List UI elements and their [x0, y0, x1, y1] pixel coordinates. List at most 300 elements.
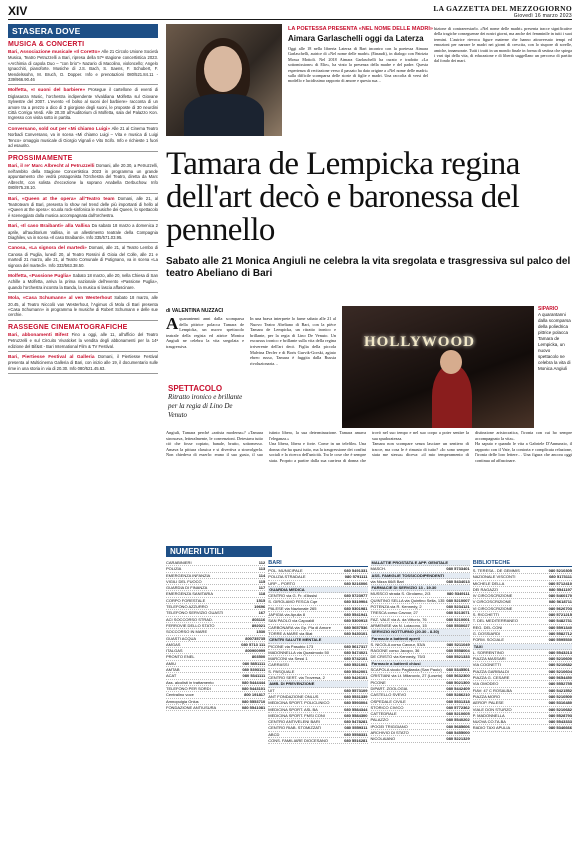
- numeri-label: FIAV: 47 C ROSALBA: [472, 687, 512, 693]
- numeri-label: Ass. alcolisti in trattamento: [166, 679, 214, 685]
- listing-event: [8, 273, 158, 290]
- numeri-label: VIA OMODEO: [472, 681, 499, 687]
- numeri-value: 080 5426101: [344, 675, 368, 681]
- numeri-value: 080 5345501: [446, 667, 470, 673]
- numeri-label: SCAPOLA vicolo Pagliarola (San Paolo): [370, 667, 442, 673]
- article-col-2: In una brava interprete lo farne sabato alle 21 al Nuovo Teatro Abeliano di Bari, con la pièce Tamara de Lempicka, un ritratto ironico e brillante, per la regia di Lino De Venuto. Un excursus ironico e brillante sulla vita della regina irriverente dell'art decò. Figlia della piccola Malvina Decler e di Boris Gurvik-Gorski, agiato ebreo russo, Tamara è fuggita dalla Russia rivoluzionaria…: [250, 316, 336, 366]
- numeri-value: 080 5541941: [344, 612, 368, 618]
- numeri-value: 080 5474021: [344, 649, 368, 655]
- numeri-value: 080 5553710: [241, 698, 266, 704]
- photo-body: [184, 94, 264, 136]
- numeri-label: Farmacie a battenti chiusi: [371, 660, 421, 666]
- numeri-label: STORICO CIVICO: [370, 704, 404, 710]
- numeri-label: EMERGENZA SANITARIA: [166, 591, 214, 597]
- listing-event-title: Bari, abbonamenti Bifest: [8, 332, 72, 338]
- page-header: [8, 4, 572, 20]
- numeri-value: 080 5210600: [548, 656, 572, 662]
- numeri-column: [371, 560, 470, 744]
- divider: [8, 151, 158, 152]
- numeri-row: [268, 738, 367, 744]
- article-headline: Tamara de Lempicka regina dell'art decò e baronessa del pennello: [166, 146, 520, 248]
- numeri-label: VIA COGNETTI: [472, 662, 501, 668]
- numeri-value: 080 5455000: [446, 730, 470, 736]
- numeri-value: 800900999: [245, 648, 266, 654]
- numeri-label: SOCCORSO IN MARE: [166, 629, 208, 635]
- listing-event: [8, 87, 158, 120]
- numeri-label: SERVIZIO NOTTURNO (20.30 - 8.30): [371, 629, 439, 635]
- top-story-text-b: bizione di contraerestarlo. «Nel nome delle madri» presenta tracce significative della tragiche conseguenze dei nostri giorni, ma anche dei femminile in tutti i suoi termini. L'autrice rievoca figure materne che hanno attraversato tempi ed emozioni per narrare le madri nei giorni di crescita, con lo stupore di sorelle, amiche, innamorate. Tutti i tratti in un mondo finale in forma di sestina che spiega i vari tipi della vita, di educazione e di libertà suggellano un percorso di partito dal fondo dei mari.: [434, 26, 572, 64]
- numeri-value: 080 5393111: [242, 667, 266, 673]
- listing-event-text: Sabato 18 marzo, alle 20, nella Chiesa di San Achille a Molfetta, arriva la prima nazionale dell'evento «Passione Puglia», quando l'orchestra incontra la Banda, la musica si lascia affascinare.: [8, 273, 158, 290]
- numeri-label: IPOGEI TRIGGIANO: [370, 723, 408, 729]
- numeri-value: 080 5021300: [446, 679, 470, 685]
- numeri-value: 080 5541197: [548, 586, 572, 592]
- numeri-value: 080 5595530: [548, 637, 572, 643]
- numeri-value: 1530: [256, 629, 266, 635]
- photo-caption: [538, 306, 572, 372]
- numeri-value: 080 5460170: [548, 593, 572, 599]
- numeri-value: 080 5851111: [242, 660, 266, 666]
- numeri-label: PICONE via Pasubio 173: [268, 643, 314, 649]
- numeri-label: CASTELLO SVEVO: [370, 692, 407, 698]
- numeri-label: RADIO TAXI APULIA: [472, 725, 511, 731]
- numeri-label: CARRASSI: [268, 662, 289, 668]
- numeri-value: 803500: [251, 654, 266, 660]
- numeri-label: CONS. FAMILIARE DIOCESANO: [268, 738, 329, 744]
- listing-event-text: Da sabato 18 marzo a domenica 2 aprile, all'auditorium Vallisa, in un allestimento teatrale della Compagnia Diaghilev, va in scena «Il caso Braibanti». Info 335/571.03.95.: [8, 223, 158, 240]
- divider: [8, 292, 158, 293]
- listing-event: [8, 49, 158, 82]
- numeri-column-heading: BIBLIOTECHE: [473, 560, 572, 567]
- numeri-value: 080 5657536: [344, 624, 368, 630]
- numeri-value: 080 5221329: [446, 736, 470, 742]
- numeri-label: PALAZZO: [370, 717, 389, 723]
- numeri-value: 892021: [251, 622, 266, 628]
- listing-section-heading: PROSSIMAMENTE: [8, 154, 73, 162]
- author-photo: [166, 24, 282, 136]
- numeri-label: Amnopulgia Onlus: [166, 698, 199, 704]
- numeri-label: GUARDIA MEDICA: [269, 586, 305, 592]
- numeri-value: 080 5442409: [446, 685, 470, 691]
- numeri-row: [166, 705, 265, 711]
- numeri-label: NUOVA CO.TA.BA: [472, 719, 506, 725]
- numeri-label: MICHELE DELLA: [472, 580, 505, 586]
- numeri-label: ACAT: [166, 673, 177, 679]
- listing-event-title: Bari, Piertiesse Festival al Galleria: [8, 355, 98, 361]
- listing-event-title: Molfetta, «I suoni del barbiere»: [8, 88, 89, 94]
- numeri-label: POL. MUNICIPALE: [268, 568, 303, 573]
- numeri-label: TELEFONO AZZURRO: [166, 604, 208, 610]
- numeri-value: 080 5521001: [344, 662, 368, 668]
- listing-event-text: Domani, il Piertiesse Festival presenta al Multicinema Galleria di Bari, con inizio alle 19, il documentario sulle rime in una storia in via di 20.30. Info 080/521.45.63.: [8, 354, 158, 371]
- listing-event: [8, 295, 158, 318]
- numeri-value: 080 5521333: [446, 654, 470, 660]
- numeri-value: 080 5552755: [548, 681, 572, 687]
- numeri-utili: [166, 546, 572, 744]
- numeri-label: AMB. DI PREVENZIONE: [269, 681, 315, 687]
- photo-face: [204, 46, 242, 92]
- numeri-label: MEDICINA SPORT. POLICLINICO: [268, 700, 330, 706]
- numeri-row: [371, 736, 470, 742]
- numeri-value: 080 5430101: [344, 630, 368, 636]
- numeri-value: 080 5543213: [548, 649, 572, 655]
- numeri-value: 080 5528793: [548, 712, 572, 718]
- numeri-value: 080 5210500: [548, 693, 572, 699]
- numeri-value: 19696: [254, 604, 266, 610]
- divider: [8, 320, 158, 321]
- numeri-value: 115: [258, 578, 266, 584]
- numeri-label: Farmacie a battenti aperti: [371, 635, 420, 641]
- top-story: [166, 24, 572, 142]
- numeri-label: NICOLAIANO: [370, 736, 396, 742]
- article-col-6: Ha saputo e quando le vita a Gabriele D'Annunzio, il rapporto con il Vate, la contorta e complicata relazione, l'ironia delle loro lettere… Una figura che ancora oggi continua ad affascinare.: [475, 441, 572, 463]
- numeri-value: 080 5584344: [344, 706, 368, 712]
- divider: [8, 84, 158, 85]
- numeri-label: PIAZZA MORO: [472, 693, 501, 699]
- numeri-label: MEDICINA SPORT. ASL BA: [268, 706, 318, 712]
- numeri-label: S. NICOLA corso Cavour, 53/A: [370, 641, 426, 647]
- numeri-label: MADONNELLA via Quasimodo 50: [268, 649, 329, 655]
- numeri-label: VIGILI DEL FUOCO: [166, 578, 202, 584]
- numeri-label: ITALGAS: [166, 648, 183, 654]
- listings-column: [8, 24, 158, 836]
- numeri-value: 080 5319904: [344, 599, 368, 605]
- listing-event-title: Molfetta, «Passione Puglia»: [8, 274, 73, 279]
- numeri-value: 167: [258, 610, 266, 616]
- numeri-value: 080 5654450: [548, 675, 572, 681]
- numeri-label: REG. DEL CONI: [472, 624, 503, 630]
- article-col-1-text: quarantenni anni dalla scomparsa della pittrice polacca Tamara de Lempicka, un nuovo spettacolo teatrale della regista ed attrice Monica Angiuli ne celebra la vita sregolata e trasgressiva.: [166, 316, 244, 349]
- numeri-label: AMGAS: [166, 641, 181, 647]
- numeri-label: PRONTO ENEL: [166, 654, 195, 660]
- numeri-column: [473, 560, 572, 744]
- divider: [8, 220, 158, 221]
- numeri-value: 800 191817: [244, 692, 266, 698]
- numeri-value: 080 5626703: [548, 605, 572, 611]
- numeri-label: TORRE A MARE via Biat: [268, 630, 313, 636]
- divider: [8, 242, 158, 243]
- numeri-value: 080 5286210: [446, 692, 470, 698]
- issue-date: Giovedì 16 marzo 2023: [513, 13, 572, 19]
- numeri-label: MARCONI via Sessi 1: [268, 656, 308, 662]
- numeri-value: 080 5582712: [548, 630, 572, 636]
- numeri-value: 112: [258, 560, 266, 565]
- numeri-label: DIPART. ZOOLOGIA: [370, 685, 408, 691]
- numeri-label: CENTRO SERT. via Troversa, 2: [268, 675, 325, 681]
- numeri-label: VI CIRCOSCRIZIONE: [472, 605, 513, 611]
- numeri-value: 080 5531339: [344, 693, 368, 699]
- numeri-value: 080 5210682: [548, 706, 572, 712]
- numeri-value: 080 5482731: [548, 618, 572, 624]
- numeri-label: CENTRI SALUTE MENTALE: [269, 637, 322, 643]
- article-byline: di VALENTINA NUZZACI: [166, 308, 224, 314]
- listing-section-heading: MUSICA & CONCERTI: [8, 41, 85, 48]
- numeri-value: 118: [258, 591, 266, 597]
- numeri-value: 080 5584300: [344, 712, 368, 718]
- numeri-label: ABCD: [268, 731, 280, 737]
- numeri-label: OSPEDALE CIVILE: [370, 698, 406, 704]
- numeri-label: T. DEL MEDITERRANEO: [472, 618, 518, 624]
- divider: [8, 193, 158, 194]
- numeri-column: [166, 560, 265, 744]
- article-columns-lower: [166, 430, 572, 464]
- numeri-value: 080 5234121: [446, 604, 470, 610]
- numeri-value: 080 5591340: [548, 624, 572, 630]
- numeri-label: URP – PORTO: [268, 580, 296, 586]
- numeri-value: 080 5573109: [344, 687, 368, 693]
- numeri-value: 080 5421552: [548, 687, 572, 693]
- numeri-value: 1515: [256, 597, 266, 603]
- numeri-label: PIAZZA MASSARI: [472, 656, 506, 662]
- article-col-4: Una libera, libera e forte. Come in un telefilm. Una donna che ha quasi tutto, ma la trasgressione dei confini sociali e la ricerca dell'unicità. Tra le cose che è sempre stata. Proprio a partire dalla sua carriera di donna che trovò nel suo tempo e nel suo corpo a poter sentire la sua spudoratezza.: [269, 430, 469, 463]
- listing-section-heading: RASSEGNE CINEMATOGRAFICHE: [8, 323, 128, 331]
- numeri-value: 080 5617317: [344, 643, 368, 649]
- numeri-label: FORM. SOCIALE: [472, 637, 505, 643]
- numeri-label: UIT: [268, 687, 275, 693]
- numeri-label: CRISTIANI via Lt. Milanovic, 27 (Loseto): [370, 673, 443, 679]
- listing-event: [8, 163, 158, 191]
- numeri-value: 080 5210682: [548, 662, 572, 668]
- numeri-value: 080 5559311: [344, 725, 368, 731]
- numeri-label: FARMACIE DI SERVIZIO 13 - 19.30: [371, 585, 437, 591]
- numeri-value: 080 5541081: [241, 704, 266, 710]
- numeri-label: FAZ. VALE via A. da Vittorio, 76: [370, 616, 427, 622]
- divider: [8, 123, 158, 124]
- numeri-value: 080 5211049: [446, 641, 470, 647]
- top-story-text-a: Oggi alle 18 nella libreria Laterza di Bari incontro con la poetessa Aimara Garlaschelli, autrice di «Nel nome delle madri» (Einaudi), in dialogo con Patrizia Mossa Mottoli. Nel 2018 Aimara Garlaschelli ha curato e tradotto «La sottomissione» di Elie», ha vinto la presenza della madre e del padre. Questa esperienza di recitazione verso il passato ha dato origine a «Nel nome delle madri» sulla difficile scomparsa delle storie di figlie e madri. Una raccolta di versi del modello e lucidissimo rapporto di amore e questa sua…: [288, 46, 428, 84]
- numeri-value: 113: [258, 566, 266, 572]
- numeri-value: 080 5210305: [548, 568, 572, 573]
- numeri-label: MASCH.: [370, 566, 387, 572]
- numeri-value: 080 5443101: [241, 685, 266, 691]
- numeri-label: GUASTI ACQUA: [166, 635, 197, 641]
- listing-event-text: Fino a oggi, alle 11, all'ufficio del Teatro Petruzzelli e sul Circuito Vivaticket la vendita degli abbonamenti per la 14ª edizione del Bif&st - Bari International Film & TV Festival.: [8, 331, 158, 349]
- listing-event: [8, 196, 158, 219]
- listing-event-text: Sabato 18 marzo, alle 20.45, al Teatro Niccolò van Westerhout, l'Agimus di Mola di Bari presenta «Casa Schumann» in programma le musiche di Robert Schumann e delle sue cerchie.: [8, 295, 158, 318]
- numeri-row: [473, 725, 572, 731]
- numeri-value: 080 5210605: [446, 711, 470, 717]
- numeri-label: MALATTIE PROSTATA E APP. GENITALE: [371, 560, 449, 565]
- numeri-label: SAN PAOLO via Capoaldi: [268, 618, 315, 624]
- numeri-label: RAGONE corso Jacopo, 36: [370, 648, 420, 654]
- listing-event-text: Domani, alle 20.30, a Petruzzelli, nell'ambito della Stagione Concertistica 2023 in programma un grande appuntamento che vedrà protagonista l'Orchestra del Teatro, diretta da Marc Albrecht, con solista d'eccezione la soprano Anabella Derbuchow. Info 080/975.28.10.: [8, 162, 158, 191]
- numeri-value: 080 5632300: [446, 673, 470, 679]
- numeri-label: via Nizza 66/8 Bari: [370, 578, 404, 584]
- numeri-label: PIAZZA GARIBALDI: [472, 668, 509, 674]
- listing-event-title: Canosa, «La signora del martedì»: [8, 246, 89, 252]
- numeri-label: V CIRCOSCRIZIONE: [472, 599, 512, 605]
- numeri-label: FONDAZIONE ANTIUSURA: [166, 704, 217, 710]
- listing-event: [8, 223, 158, 240]
- listing-event-title: Bari, «Queen at the opera» all'Teatro team: [8, 196, 118, 202]
- numeri-value: 080 5712410: [548, 580, 572, 586]
- numeri-value: 080 5742101: [344, 656, 368, 662]
- spettacolo-label: SPETTACOLO: [168, 384, 223, 393]
- numeri-utili-title: NUMERI UTILI: [166, 546, 272, 557]
- numeri-value: 080 5516281: [344, 738, 368, 744]
- listing-event-title: Bari, Associazione musicale «Il Coretto»: [8, 50, 102, 55]
- listing-event-text: Prosegue il cartellone di eventi di Diglasanza Music, l'orchestra indipendente Vivaldiana Molfetta sul Giovane Sylvestre del 2007. L'evento «Il bolso al suoni del barbiere» racconta di un amore tra a prezzo a dico di 3 giorgiose degli suoni, le proposte di 30 neurdini Città Corriga Verdi. Alle 20.30 all'Auditorium di Molfetta, sala del Palazzo Kon. Ingresso con visita sotto in partita.: [8, 87, 158, 121]
- numeri-label: P. MADONNELLA: [472, 712, 505, 718]
- numeri-label: CARBONARA via Gp. Pla di Amore: [268, 624, 331, 630]
- numeri-label: S. GIROLAMO FESCA Cqe: [268, 599, 318, 605]
- listing-event-title: Mola, «Casa Schumann» al ven Westerhout: [8, 296, 115, 302]
- photo-sign: HOLLYWOOD: [364, 334, 475, 350]
- listing-event: [8, 332, 158, 349]
- numeri-label: PALESE via Nazionale 265: [268, 605, 317, 611]
- article-subhead: Sabato alle 21 Monica Angiuli ne celebra la vita sregolata e trasgressiva sul palco del teatro Abeliano di Bari: [166, 256, 571, 279]
- numeri-label: S. PASQUALE: [268, 668, 295, 674]
- numeri-label: TRESCA corso Cavour, 27: [370, 610, 418, 616]
- numeri-label: PICONE: [370, 679, 386, 685]
- top-story-kicker: LA POETESSA PRESENTA «NEL NOME DELLE MADRI»: [288, 26, 433, 32]
- numeri-value: 080 5316480: [548, 700, 572, 706]
- numeri-label: CENTRO RIAB. STOMIZZATI: [268, 725, 322, 731]
- top-story-title: Aimara Garlaschelli oggi da Laterza: [288, 34, 424, 43]
- numeri-value: 080 5478281: [344, 719, 368, 725]
- numeri-label: PIAZZA G. CESARE: [472, 675, 510, 681]
- divider: [8, 351, 158, 352]
- spettacolo-box: [168, 384, 244, 420]
- caption-label: SIPARIO: [538, 306, 559, 312]
- stage-photo: [342, 306, 534, 428]
- numeri-value: 080 5542001: [344, 668, 368, 674]
- article-col-3: Angiuli, Tamara perché «artista moderna»? «Tamara stroncava, letteralmente, le convenzioni. Detestava tutto ciò che fosse copiato, banale, brutto, sottomesso. Amava la pittura classica e si divertiva a stravolgerla. Non chiedeva di esserlo: erano il suo gusto, il suo istinto libero, la sua determinazione. Tamara amava l'eleganza.»: [166, 430, 366, 458]
- numeri-label: ARCHIVIO DI STATO: [370, 730, 409, 736]
- numeri-label: ASS. FAMIGLIE TOSSICODIPENDENTI: [371, 572, 445, 578]
- divider: [8, 373, 158, 374]
- masthead: [433, 4, 572, 19]
- numeri-value: 080 5349111: [446, 591, 470, 597]
- spettacolo-text: Ritratto ironico e brillante per la regia di Lino De Venuto: [168, 393, 243, 419]
- numeri-value: 080 5210007: [446, 597, 470, 603]
- numeri-label: CENTRO ANTIVELENI BARI: [268, 719, 320, 725]
- listing-event-title: Bari, il re' Marc Albrecht al Petruzzelli: [8, 163, 96, 169]
- numeri-label: TAXI: [473, 643, 483, 649]
- numeri-value: 080 5444444: [241, 679, 266, 685]
- numeri-value: 080 5543333: [548, 719, 572, 725]
- numeri-label: IV CIRCOSCRIZIONE: [472, 593, 513, 599]
- numeri-value: 080 5341111: [242, 673, 266, 679]
- divider: [8, 270, 158, 271]
- article-col-5: Tamara non scompare senza lasciare un sentiero di tracce, ma cosa le è rimasto di tutto? «Io sono sempre stata me stessa» diceva: «il mio temperamento di distinzione aristocratica, l'ironia con cui ho sempre accompagnato la vita».: [372, 430, 572, 458]
- page-number: XIV: [8, 4, 28, 18]
- numeri-value: 080 5210001: [446, 616, 470, 622]
- numeri-label: S. RICCHETTI: [472, 612, 499, 618]
- numeri-column-heading: BARI: [268, 560, 367, 567]
- numeri-value: 080 5300913: [344, 618, 368, 624]
- numeri-label: DE CRISTO via Kennedy, 75/3: [370, 654, 426, 660]
- numeri-label: GUARDIA DI FINANZA: [166, 585, 208, 591]
- numeri-value: 080 5593004: [344, 700, 368, 706]
- numeri-value: 080 5346666: [548, 725, 572, 731]
- numeri-label: CENTRO via G. Fr. d'Assisi: [268, 593, 318, 599]
- numeri-utili-columns: [166, 560, 572, 744]
- listing-event-text: Alle 21 Circolo Unione Società Musica, Teatro Petruzzelli a Bari, ripresa della 57ª stagione concertistica 2023. «Archimia di capola Duo – "con brio"» Nazario di Macolino, violoncello; Angelo Ignacchiti, pianoforte. Musiche di J.S. Bach, S. Saens, F. Schubert, F. Mendelssohn, M. Bruch, D. Dopper. Info e prenotazioni 080/521.84.11 - 339/966.90.46: [8, 49, 158, 83]
- numeri-label: CARABINIERI: [166, 560, 192, 565]
- numeri-value: 080 5791111: [344, 574, 368, 580]
- numeri-label: FERROVIE DELLO STATO: [166, 622, 215, 628]
- numeri-label: POLIZIA: [166, 566, 182, 572]
- numeri-label: MUSSCO strada S. Girolamo, 2/3: [370, 591, 431, 597]
- numeri-value: 080 5713 111: [241, 641, 266, 647]
- numeri-label: CATTEDRALE: [370, 711, 397, 717]
- numeri-column: [268, 560, 367, 744]
- numeri-label: AMIU: [166, 660, 176, 666]
- numeri-value: 117: [258, 585, 266, 591]
- numeri-label: JAPIGIA via Apulia 8: [268, 612, 305, 618]
- numeri-label: TELEFONO PER SORDI: [166, 685, 211, 691]
- numeri-label: ACI SOCCORSO STRAD.: [166, 616, 213, 622]
- numeri-label: AMTAB: [166, 667, 180, 673]
- numeri-value: 803116: [252, 616, 266, 622]
- numeri-label: ANT FONDAZIONE ONLUS: [268, 693, 319, 699]
- masthead-title: LA GAZZETTA DEL MEZZOGIORNO: [433, 4, 572, 13]
- numeri-label: Centralino voce: [166, 692, 194, 698]
- numeri-label: VIALE DON STURZO: [472, 706, 512, 712]
- numeri-value: 080 5173111: [549, 574, 572, 580]
- numeri-value: 080 5540202: [446, 717, 470, 723]
- numeri-value: 080 5210604: [548, 668, 572, 674]
- numeri-value: 800735735: [245, 635, 266, 641]
- numeri-value: 080 5733401: [446, 566, 470, 572]
- numeri-label: G. DOSSIARDI: [472, 630, 501, 636]
- numeri-value: 080 5721215: [548, 612, 572, 618]
- listing-event: [8, 245, 158, 268]
- listings-body: [8, 41, 158, 374]
- numeri-value: 114: [258, 572, 266, 578]
- listings-title: STASERA DOVE: [8, 24, 158, 38]
- listing-event-title: Bari, «Il caso Braibanti» alla Vallisa: [8, 224, 92, 230]
- numeri-label: NAZIONALE VISCONTI: [472, 574, 516, 580]
- numeri-value: 080 5213071: [446, 610, 470, 616]
- numeri-value: 080 5531318: [446, 698, 470, 704]
- numeri-label: L. SORRENTINO: [472, 649, 504, 655]
- numeri-label: POLIZIA STRADALE: [268, 574, 306, 580]
- numeri-value: 080 5530027: [446, 622, 470, 628]
- numeri-value: 080 5434013: [446, 578, 470, 584]
- listing-event-text: Domani, alle 21, al Teatro Lembo di Canosa di Puglia, lunedì 20, al Teatro Rossini di Gioia del Colle, alle 21 e martedì 21 marzo, alle 21, al Teatro Comunale di Putignano, va in scena «La signora del martedì». Info 333/563.38.50.: [8, 245, 158, 268]
- numeri-label: S. TERESA - DE GEMMIS: [472, 568, 520, 573]
- numeri-label: QUINTINO SELLA via Quintino Sella, 135: [370, 597, 445, 603]
- listing-event-text: Alle 21 al Cinema Teatro Norbadi Conversano, va in scena «Mi chiamo Luigi – Vita e musica di Luigi Tenco» omaggio musicale di Giorgio Vignali e Vito Scifo. Info e richieste 1 fuori ad esaurito.: [8, 125, 158, 149]
- numeri-label: ARMENISE via N. Loiacono, 15: [370, 622, 427, 628]
- numeri-value: 080 5723977: [344, 593, 368, 599]
- listing-event-text: Domani, alle 21, al Teatroteam di Bari, presenta lo show nel trend delle più importanti di hello al «Queen at the opera»: scuola rock-sinfonica le musiche dei Queen, lo spettacolo è sceneggiato dalla musica accompagnata dall'orchestra.: [8, 195, 158, 218]
- photo-figure-head: [440, 350, 462, 374]
- numeri-value: 080 5301981: [344, 605, 368, 611]
- numeri-label: TELEFONO SERVIZIO GUASTI: [166, 610, 224, 616]
- numeri-value: 080 5491331: [344, 568, 368, 573]
- numeri-label: POTENZA via R. Kennedy, 2: [370, 604, 422, 610]
- numeri-label: EMERGENZA INFANZIA: [166, 572, 211, 578]
- caption-text: A quarantanni dalla scomparsa della poliedrica pittrice polacca Tamara de Lempicka, un nuovo spettacolo ne celebra la vita di Monica Angiuli: [538, 312, 571, 371]
- numeri-label: CORPO FORESTALE: [166, 597, 206, 603]
- listing-event-title: Conversano, sold out per «Mi chiamo Luigi»: [8, 126, 112, 132]
- article-col-1: [166, 316, 244, 350]
- numeri-label: MEDICINA SPORT. FMSI CONI: [268, 712, 325, 718]
- listing-event: [8, 126, 158, 149]
- numeri-value: 080 5558331: [344, 731, 368, 737]
- drop-cap: A: [166, 314, 179, 333]
- numeri-value: 080 5618711: [548, 599, 572, 605]
- numeri-label: AEROP. PALESE: [472, 700, 504, 706]
- numeri-value: 080 5216006: [344, 580, 368, 586]
- numeri-label: DEI RAGAZZI: [472, 586, 498, 592]
- numeri-value: 080 5685606: [446, 723, 470, 729]
- listing-event: [8, 354, 158, 371]
- numeri-value: 080 5772362: [446, 704, 470, 710]
